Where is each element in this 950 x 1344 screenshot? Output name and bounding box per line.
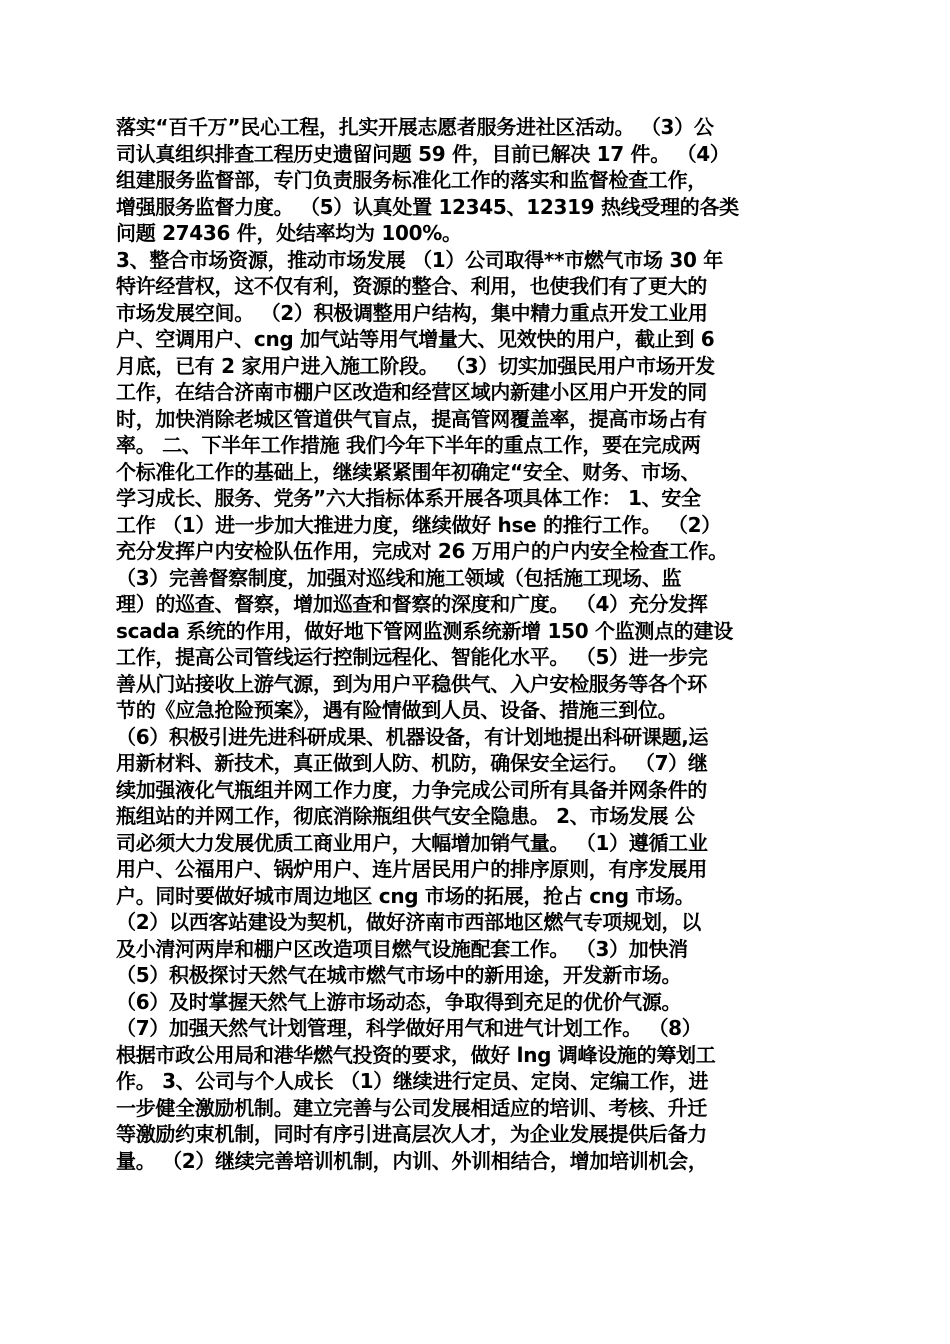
text-line: 个标准化工作的基础上，继续紧紧围年初确定“安全、财务、市场、 — [116, 459, 701, 484]
text-line: 司必须大力发展优质工商业用户，大幅增加销气量。 （1）遵循工业 — [116, 830, 708, 855]
text-line: 增强服务监督力度。 （5）认真处置 12345、12319 热线受理的各类 — [116, 194, 739, 219]
text-line: 充分发挥户内安检队伍作用，完成对 26 万用户的户内安全检查工作。 — [116, 539, 728, 563]
text-line: 作。 3、公司与个人成长 （1）继续进行定员、定岗、定编工作，进 — [116, 1069, 709, 1093]
text-line: 善从门站接收上游气源，到为用户平稳供气、入户安检服务等各个环 — [116, 671, 707, 696]
text-line: 时，加快消除老城区管道供气盲点，提高管网覆盖率，提高市场占有 — [116, 406, 707, 431]
text-line: 瓶组站的并网工作，彻底消除瓶组供气安全隐患。 2、市场发展 公 — [116, 804, 695, 828]
text-line: （5）积极探讨天然气在城市燃气市场中的新用途，开发新市场。 — [116, 963, 682, 987]
text-line: 组建服务监督部，专门负责服务标准化工作的落实和监督检查工作， — [116, 168, 707, 192]
text-line: 续加强液化气瓶组并网工作力度，力争完成公司所有具备并网条件的 — [116, 777, 707, 802]
text-line: 司认真组织排查工程历史遗留问题 59 件，目前已解决 17 件。 （4） — [116, 141, 730, 166]
text-line: 户。同时要做好城市周边地区 cng 市场的拓展，抢占 cng 市场。 — [116, 883, 695, 908]
text-line: 量。 （2）继续完善培训机制，内训、外训相结合，增加培训机会， — [116, 1148, 708, 1173]
text-line: 市场发展空间。 （2）积极调整用户结构，集中精力重点开发工业用 — [116, 300, 708, 325]
text-line: 一步健全激励机制。建立完善与公司发展相适应的培训、考核、升迁 — [116, 1095, 707, 1120]
text-line: （6）及时掌握天然气上游市场动态，争取得到充足的优价气源。 — [116, 989, 682, 1014]
text-line: （7）加强天然气计划管理，科学做好用气和进气计划工作。 （8） — [116, 1016, 702, 1040]
text-line: 学习成长、服务、党务”六大指标体系开展各项具体工作： 1、安全 — [116, 486, 701, 510]
body-text — [116, 114, 840, 1174]
text-line: 节的《应急抢险预案》，遇有险情做到人员、设备、措施三到位。 — [116, 698, 678, 722]
text-line: 等激励约束机制，同时有序引进高层次人才，为企业发展提供后备力 — [116, 1122, 707, 1146]
text-line: （3）完善督察制度，加强对巡线和施工领域（包括施工现场、监 — [116, 565, 682, 590]
text-line: 用新材料、新技术，真正做到人防、机防，确保安全运行。 （7）继 — [116, 751, 708, 775]
text-line: 特许经营权，这不仅有利，资源的整合、利用，也使我们有了更大的 — [116, 274, 707, 298]
text-line: 工作，在结合济南市棚户区改造和经营区域内新建小区用户开发的同 — [116, 380, 707, 404]
text-line: 工作，提高公司管线运行控制远程化、智能化水平。 （5）进一步完 — [116, 645, 708, 669]
text-line: 落实“百千万”民心工程，扎实开展志愿者服务进社区活动。 （3）公 — [116, 115, 714, 139]
text-line: 问题 27436 件，处结率均为 100%。 — [116, 221, 462, 245]
text-line: 率。 二、下半年工作措施 我们今年下半年的重点工作，要在完成两 — [116, 433, 701, 457]
text-line: scada 系统的作用，做好地下管网监测系统新增 150 个监测点的建设 — [116, 618, 733, 643]
text-line: （2）以西客站建设为契机，做好济南市西部地区燃气专项规划，以 — [116, 910, 701, 934]
text-line: 户、空调用户、cng 加气站等用气增量大、见效快的用户，截止到 6 — [116, 327, 715, 351]
text-line: 3、整合市场资源，推动市场发展 （1）公司取得**市燃气市场 30 年 — [116, 247, 723, 272]
text-line: 用户、公福用户、锅炉用户、连片居民用户的排序原则，有序发展用 — [116, 857, 707, 881]
text-line: 月底，已有 2 家用户进入施工阶段。 （3）切实加强民用户市场开发 — [116, 353, 715, 378]
text-line: 根据市政公用局和港华燃气投资的要求，做好 lng 调峰设施的筹划工 — [116, 1042, 716, 1067]
text-line: 理）的巡查、督察，增加巡查和督察的深度和广度。 （4）充分发挥 — [116, 592, 708, 616]
text-line: 及小清河两岸和棚户区改造项目燃气设施配套工作。 （3）加快消 — [116, 936, 688, 961]
text-line: 工作 （1）进一步加大推进力度，继续做好 hse 的推行工作。 （2） — [116, 512, 721, 537]
text-line: （6）积极引进先进科研成果、机器设备，有计划地提出科研课题,运 — [116, 724, 709, 749]
